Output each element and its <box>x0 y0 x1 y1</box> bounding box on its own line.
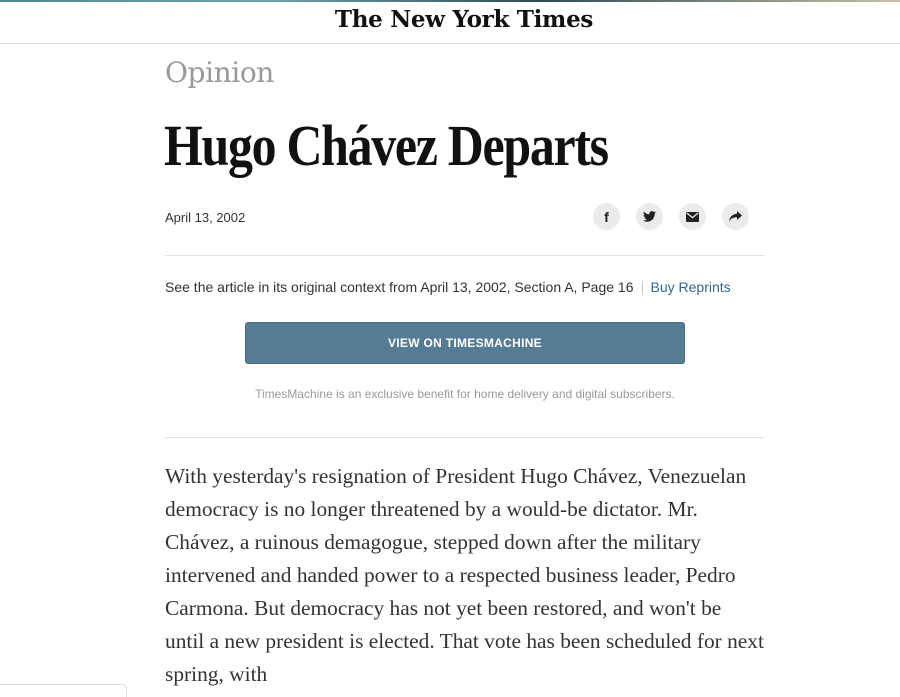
section-label[interactable]: Opinion <box>165 56 274 89</box>
top-bar <box>0 0 900 44</box>
share-toolbar <box>593 203 749 230</box>
article-body-paragraph: With yesterday's resignation of President Hugo Chávez, Venezuelan democracy is no longer threatened by a would-be dictator. Mr. Chávez, a ruinous demagogue, stepped down after the military intervened and handed power to a respected business leader, Pedro Carmona. But democracy has not yet been restored, and won't be until a new president is elected. That vote has been scheduled for next spring, with <box>165 464 764 686</box>
buy-reprints-link[interactable]: Buy Reprints <box>650 279 731 295</box>
email-share-button[interactable] <box>679 203 706 230</box>
view-on-timesmachine-button[interactable]: VIEW ON TIMESMACHINE <box>245 322 685 364</box>
top-accent-strip <box>0 0 900 2</box>
email-icon <box>686 212 699 222</box>
original-context-line <box>165 279 765 295</box>
twitter-icon <box>643 211 656 222</box>
share-arrow-icon <box>729 211 742 222</box>
divider-bottom <box>165 437 765 438</box>
twitter-share-button[interactable] <box>636 203 663 230</box>
corner-widget[interactable] <box>0 684 127 697</box>
article-headline: Hugo Chávez Departs <box>164 113 608 178</box>
context-separator <box>642 281 643 295</box>
original-context-text: See the article in its original context from April 13, 2002, Section A, Page 16 <box>165 279 634 295</box>
facebook-icon: f <box>604 208 609 225</box>
divider-top <box>165 255 765 256</box>
more-share-button[interactable] <box>722 203 749 230</box>
article-date: April 13, 2002 <box>165 210 246 225</box>
facebook-share-button[interactable] <box>593 203 620 230</box>
nyt-logo[interactable]: The New York Times <box>334 6 594 33</box>
timesmachine-note: TimesMachine is an exclusive benefit for home delivery and digital subscribers. <box>255 387 675 401</box>
